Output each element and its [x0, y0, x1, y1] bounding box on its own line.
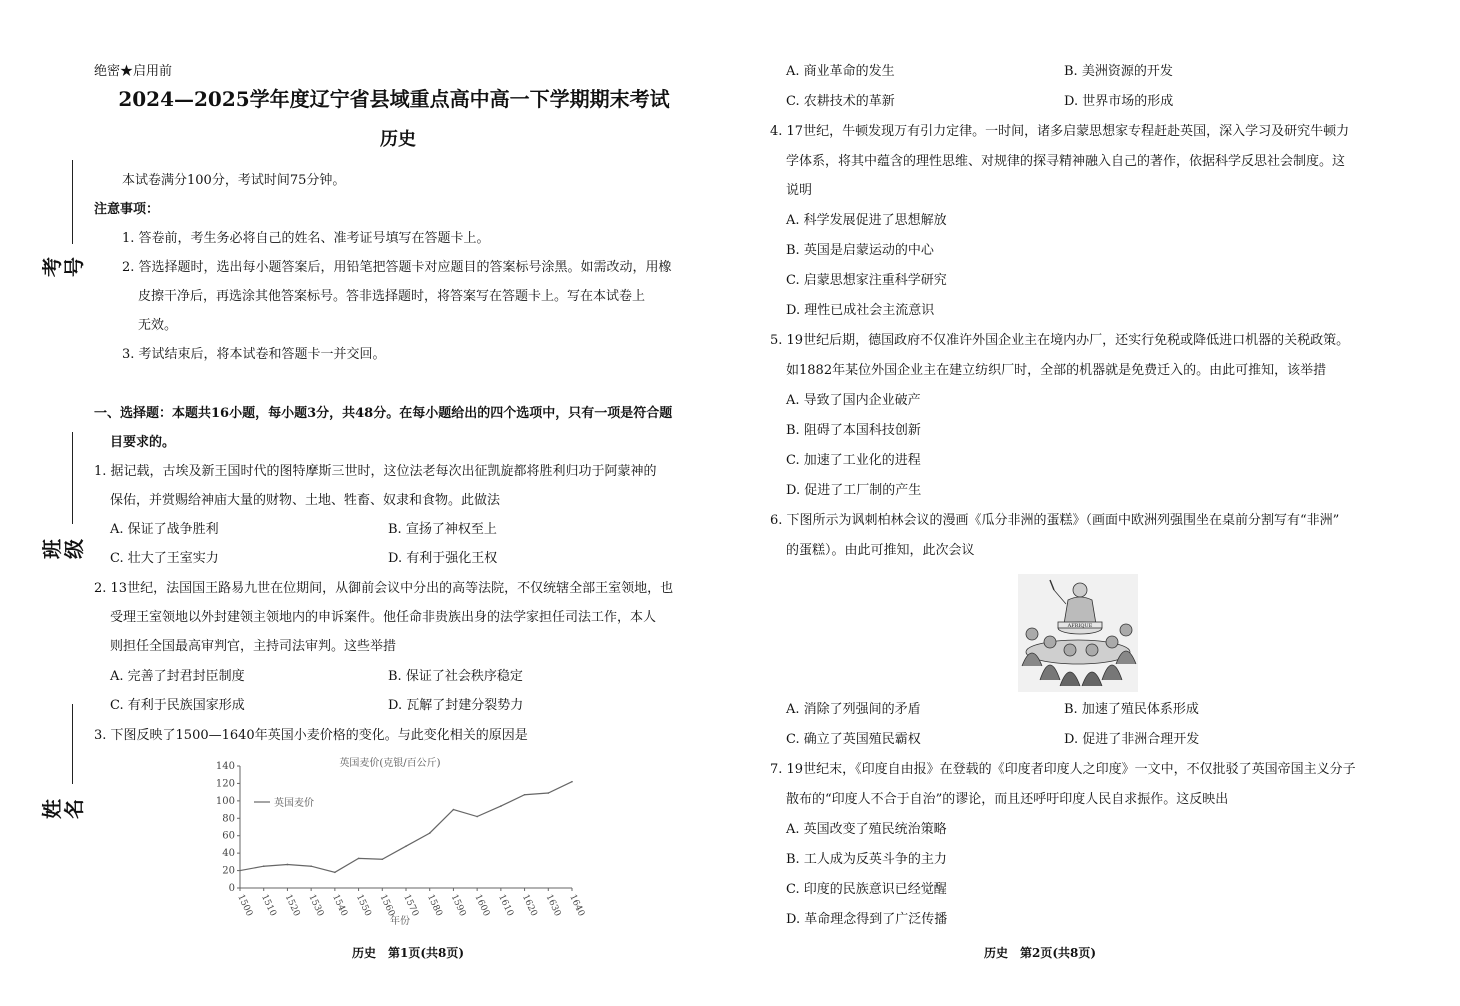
y-tick-label: 120	[215, 778, 235, 790]
x-tick-label: 1610	[496, 893, 515, 919]
y-tick-label: 40	[222, 848, 235, 860]
q5-stem-1: 5. 19世纪后期，德国政府不仅准许外国企业主在境内办厂，还实行免税或降低进口机器的关税政策。	[770, 333, 1350, 348]
data-point	[381, 858, 383, 860]
x-tick-label: 1600	[472, 893, 492, 919]
intro-text: 本试卷满分100分，考试时间75分钟。	[122, 173, 346, 188]
q7-option-c[interactable]: C. 印度的民族意识已经觉醒	[786, 882, 947, 897]
notes-heading: 注意事项：	[94, 202, 160, 217]
y-tick-label: 80	[222, 813, 235, 825]
x-tick-label: 1560	[377, 893, 397, 919]
section-heading: 一、选择题：本题共16小题，每小题3分，共48分。在每小题给出的四个选项中，只有一项是符合题	[94, 406, 673, 421]
q7-option-b[interactable]: B. 工人成为反英斗争的主力	[786, 852, 947, 867]
q2-stem-3: 则担任全国最高审判官，主持司法审判。这些举措	[110, 639, 397, 654]
q2-option-b[interactable]: B. 保证了社会秩序稳定	[388, 669, 523, 684]
q4-option-b[interactable]: B. 英国是启蒙运动的中心	[786, 243, 934, 258]
q5-option-b[interactable]: B. 阻碍了本国科技创新	[786, 423, 921, 438]
x-tick-label: 1550	[353, 893, 373, 919]
q4-stem-3: 说明	[786, 183, 813, 198]
q1-option-a[interactable]: A. 保证了战争胜利	[110, 522, 219, 537]
q7-option-a[interactable]: A. 英国改变了殖民统治策略	[786, 822, 947, 837]
q5-stem-2: 如1882年某位外国企业主在建立纺织厂时，全部的机器就是免费迁入的。由此可推知，该举措	[786, 363, 1327, 378]
x-tick-label: 1590	[448, 893, 468, 919]
q1-stem-2: 保佑，并赏赐给神庙大量的财物、土地、牲畜、奴隶和食物。此做法	[110, 493, 501, 508]
data-point	[287, 864, 289, 866]
y-tick-label: 20	[222, 865, 235, 877]
q1-stem-1: 1. 据记载，古埃及新王国时代的图特摩斯三世时，这位法老每次出征凯旋都将胜利归功于阿蒙神的	[94, 464, 657, 479]
note-2-cont: 皮擦干净后，再选涂其他答案标号。答非选择题时，将答案写在答题卡上。写在本试卷上	[138, 289, 646, 304]
q2-option-d[interactable]: D. 瓦解了封建分裂势力	[388, 698, 524, 713]
q3-option-a[interactable]: A. 商业革命的发生	[786, 64, 895, 79]
q5-option-c[interactable]: C. 加速了工业化的进程	[786, 453, 921, 468]
xingming-line	[72, 704, 73, 784]
q2-option-c[interactable]: C. 有利于民族国家形成	[110, 698, 245, 713]
note-2-end: 无效。	[138, 318, 178, 333]
wheat-price-chart	[200, 752, 600, 934]
q1-option-c[interactable]: C. 壮大了王室实力	[110, 551, 219, 566]
q7-stem-1: 7. 19世纪末，《印度自由报》在登载的《印度者印度人之印度》一文中，不仅批驳了英国帝国主义分子	[770, 762, 1356, 777]
x-tick-label: 1630	[543, 893, 563, 919]
q1-option-b[interactable]: B. 宣扬了神权至上	[388, 522, 497, 537]
x-axis-label: 年份	[390, 916, 410, 927]
q4-option-c[interactable]: C. 启蒙思想家注重科学研究	[786, 273, 947, 288]
x-tick-label: 1570	[401, 893, 421, 919]
footer-page-1: 历史 第1页(共8页)	[352, 946, 465, 960]
q7-stem-2: 散布的“印度人不合于自治”的谬论，而且还呼吁印度人民自求振作。这反映出	[786, 792, 1229, 807]
data-point	[358, 858, 360, 860]
q6-stem-2: 的蛋糕）。由此可推知，此次会议	[786, 543, 975, 558]
legend-label: 英国麦价	[274, 798, 314, 809]
data-point	[429, 832, 431, 834]
q6-option-a[interactable]: A. 消除了列强间的矛盾	[786, 702, 921, 717]
note-1: 1. 答卷前，考生务必将自己的姓名、准考证号填写在答题卡上。	[122, 231, 490, 246]
q4-option-a[interactable]: A. 科学发展促进了思想解放	[786, 213, 947, 228]
x-tick-label: 1580	[424, 893, 444, 919]
kaohao-line	[72, 160, 73, 244]
xingming-label: 姓名	[40, 799, 86, 819]
q4-option-d[interactable]: D. 理性已成社会主流意识	[786, 303, 935, 318]
data-point	[571, 781, 573, 783]
q6-option-d[interactable]: D. 促进了非洲合理开发	[1064, 732, 1200, 747]
data-point	[405, 845, 407, 847]
q3-option-d[interactable]: D. 世界市场的形成	[1064, 94, 1174, 109]
exam-title: 2024—2025学年度辽宁省县域重点高中高一下学期期末考试	[118, 87, 670, 111]
x-tick-label: 1520	[282, 893, 302, 919]
kaohao-label: 考号	[40, 257, 86, 277]
data-point	[500, 805, 502, 807]
data-point	[476, 816, 478, 818]
x-tick-label: 1510	[258, 893, 278, 919]
x-tick-label: 1620	[519, 893, 539, 919]
x-tick-label: 1640	[567, 893, 587, 919]
berlin-conference-cartoon	[1018, 574, 1138, 692]
note-2: 2. 答选择题时，选出每小题答案后，用铅笔把答题卡对应题目的答案标号涂黑。如需改动，用橡	[122, 260, 672, 275]
banji-label: 班级	[40, 539, 86, 559]
data-point	[239, 870, 241, 872]
q6-option-c[interactable]: C. 确立了英国殖民霸权	[786, 732, 921, 747]
data-point	[263, 865, 265, 867]
y-tick-label: 140	[215, 761, 235, 772]
chart-title: 英国麦价(克银/百公斤)	[339, 758, 441, 769]
wheat-price-series-line	[240, 782, 572, 873]
y-tick-label: 100	[215, 795, 235, 807]
q3-option-b[interactable]: B. 美洲资源的开发	[1064, 64, 1173, 79]
q2-stem-1: 2. 13世纪，法国国王路易九世在位期间，从御前会议中分出的高等法院，不仅统辖全部王室领地，也	[94, 581, 674, 596]
data-point	[334, 872, 336, 874]
subject-title: 历史	[380, 129, 416, 150]
q5-option-d[interactable]: D. 促进了工厂制的产生	[786, 483, 922, 498]
banji-line	[72, 432, 73, 524]
data-point	[547, 792, 549, 794]
q4-stem-1: 4. 17世纪，牛顿发现万有引力定律。一时间，诸多启蒙思想家专程赶赴英国，深入学习及研究牛顿力	[770, 124, 1350, 139]
q4-stem-2: 学体系，将其中蕴含的理性思维、对规律的探寻精神融入自己的著作，依据科学反思社会制度。这	[786, 154, 1346, 169]
q3-stem-1: 3. 下图反映了1500—1640年英国小麦价格的变化。与此变化相关的原因是	[94, 728, 528, 743]
note-3: 3. 考试结束后，将本试卷和答题卡一并交回。	[122, 347, 386, 362]
secret-mark: 绝密★启用前	[94, 64, 173, 79]
q1-option-d[interactable]: D. 有利于强化王权	[388, 551, 498, 566]
y-tick-label: 0	[228, 883, 235, 894]
data-point	[524, 794, 526, 796]
x-tick-label: 1540	[330, 893, 349, 919]
data-point	[310, 865, 312, 867]
x-tick-label: 1500	[235, 893, 255, 919]
q6-option-b[interactable]: B. 加速了殖民体系形成	[1064, 702, 1199, 717]
q6-stem-1: 6. 下图所示为讽刺柏林会议的漫画《瓜分非洲的蛋糕》（画面中欧洲列强围坐在桌前分割写有“非洲”	[770, 513, 1340, 528]
y-tick-label: 60	[222, 830, 235, 842]
q2-option-a[interactable]: A. 完善了封君封臣制度	[110, 669, 245, 684]
x-tick-label: 1530	[306, 893, 326, 919]
q7-option-d[interactable]: D. 革命理念得到了广泛传播	[786, 912, 948, 927]
cake-label: AFRIQUE	[1067, 623, 1093, 629]
footer-page-2: 历史 第2页(共8页)	[984, 946, 1097, 960]
q5-option-a[interactable]: A. 导致了国内企业破产	[786, 393, 921, 408]
data-point	[453, 809, 455, 811]
q2-stem-2: 受理王室领地以外封建领主领地内的申诉案件。他任命非贵族出身的法学家担任司法工作，本人	[110, 610, 657, 625]
q3-option-c[interactable]: C. 农耕技术的革新	[786, 94, 895, 109]
section-heading-cont: 目要求的。	[110, 435, 176, 450]
